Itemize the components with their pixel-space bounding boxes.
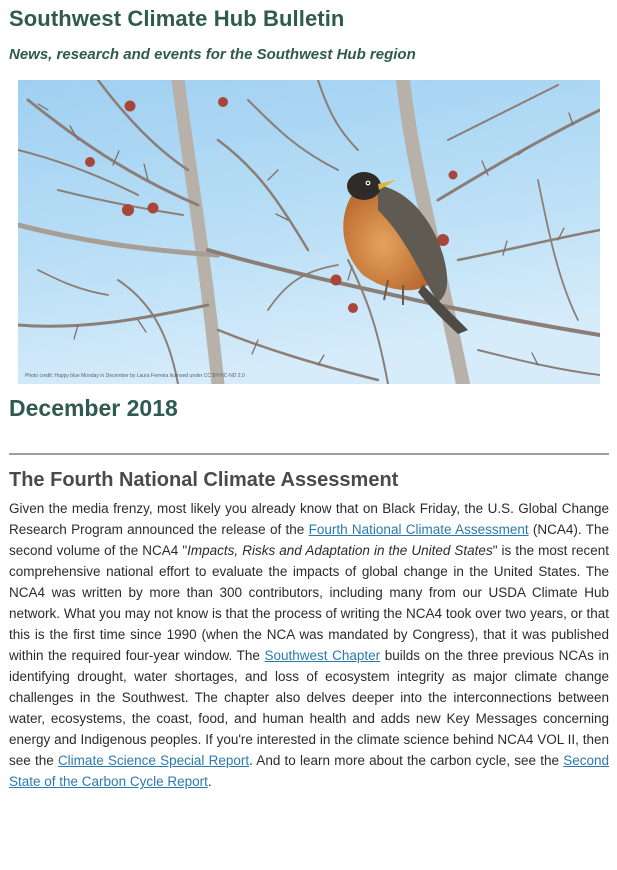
article-text: . And to learn more about the carbon cycle, see the — [249, 753, 564, 768]
southwest-chapter-link[interactable]: Southwest Chapter — [264, 648, 381, 663]
article-body — [9, 498, 609, 792]
article-text: builds on the three previous NCAs in identifying drought, water shortages, and loss of ecosystem integrity as major climate change challenges in the Southwest. The chapter also delves deeper into the interconnections between water, ecosystems, the coast, food, and human health and adds new Key Messages concerning energy and Indigenous peoples. If you're interested in the climate science behind NCA4 VOL II, then see the — [9, 648, 609, 768]
article-text: . — [207, 774, 212, 789]
bulletin-title: Southwest Climate Hub Bulletin — [9, 6, 345, 31]
photo-credit: Photo credit: Happy blue Monday in December by Laura Ferreira licensed under CC BY-NC-ND 2.0 — [25, 373, 245, 379]
hero-image — [18, 80, 600, 384]
article-text: " is the most recent comprehensive national effort to evaluate the impacts of global change in the United States. The NCA4 was written by more than 300 contributors, including many from our USDA Climate Hub network. What you may not know is that the process of writing the NCA4 took over two years, or that this is the first time since 1990 (when the NCA was mandated by Congress), that it was published within the required four-year window. The — [9, 543, 610, 663]
nca4-link[interactable]: Fourth National Climate Assessment — [308, 522, 529, 537]
climate-science-report-link[interactable]: Climate Science Special Report — [57, 753, 250, 768]
robin-photo — [18, 80, 600, 384]
article-text: Given the media frenzy, most likely you already know that on Black Friday, the U.S. Global Change Research Program announced the release of the — [9, 501, 609, 537]
article-text: (NCA4). The second volume of the NCA4 " — [9, 522, 609, 558]
carbon-cycle-report-link[interactable]: Second State of the Carbon Cycle Report — [9, 753, 609, 789]
issue-month: December 2018 — [9, 395, 178, 421]
section-divider — [9, 453, 609, 455]
bulletin-subtitle: News, research and events for the Southwest Hub region — [9, 46, 416, 63]
article-heading: The Fourth National Climate Assessment — [9, 469, 399, 491]
report-title-emphasis: Impacts, Risks and Adaptation in the United States — [187, 543, 493, 558]
